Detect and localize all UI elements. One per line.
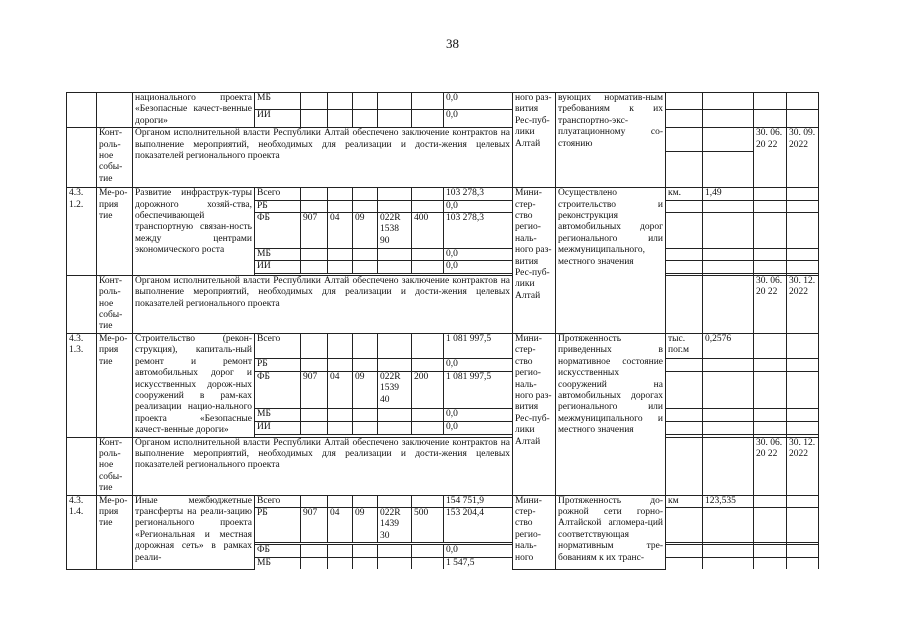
table-cell (703, 109, 754, 127)
table-cell: 1 547,5 (444, 557, 513, 569)
table-cell (787, 545, 819, 557)
table-cell (787, 358, 819, 371)
table-cell (328, 93, 353, 110)
table-cell (378, 409, 412, 422)
table-cell (328, 545, 353, 557)
table-cell (353, 409, 378, 422)
table-cell: РБ (255, 507, 301, 542)
table-cell (666, 152, 703, 188)
table-cell: Конт-роль-ное собы-тие (97, 128, 133, 188)
table-cell (666, 409, 703, 422)
table-cell (666, 249, 703, 261)
table-cell (328, 109, 353, 127)
table-cell: 022R 1538 90 (378, 213, 412, 249)
table-cell: Всего (255, 188, 301, 200)
table-cell: МБ (255, 409, 301, 422)
table-cell: тыс. пог.м (666, 333, 703, 358)
table-cell: ного раз-вития Рес-пуб-лики Алтай (513, 93, 556, 188)
table-cell: Конт-роль-ное собы-тие (97, 437, 133, 495)
table-cell (703, 152, 754, 188)
table-cell: РБ (255, 358, 301, 371)
table-cell (754, 200, 787, 212)
table-cell (301, 422, 328, 435)
table-row (67, 188, 819, 200)
table-cell: Ме-ро-прия тие (97, 333, 133, 437)
table-cell: 200 (412, 371, 444, 409)
table-cell: 30. 06. 20 22 (754, 128, 787, 188)
table-cell: 0,0 (444, 545, 513, 557)
table-cell (754, 371, 787, 409)
table-cell (301, 358, 328, 371)
table-cell (328, 200, 353, 212)
table-cell: Органом исполнительной власти Республики Алтай обеспечено заключение контрактов на выполнение мероприятий, необходимых для реализации и дости-жения целевых показателей регионального проекта (133, 128, 513, 188)
table-cell: 500 (412, 507, 444, 542)
table-cell: 0,0 (444, 200, 513, 212)
table-cell (787, 557, 819, 569)
table-row (67, 333, 819, 358)
table-cell: ФБ (255, 371, 301, 409)
table-cell: 30. 06. 20 22 (754, 437, 787, 495)
table-cell (787, 495, 819, 507)
table-cell (703, 358, 754, 371)
table-cell: вующих норматив-ным требованиям к их транспортно-экс-плуатационному со-стоянию (556, 93, 666, 188)
table-cell (353, 545, 378, 557)
table-cell (301, 93, 328, 110)
table-cell (703, 200, 754, 212)
table-cell (378, 261, 412, 273)
table-cell (301, 261, 328, 273)
table-cell (754, 213, 787, 249)
table-cell: 30. 12. 2022 (787, 437, 819, 495)
table-row (67, 437, 819, 495)
table-cell (754, 507, 787, 542)
table-cell: Органом исполнительной власти Республики Алтай обеспечено заключение контрактов на выполнение мероприятий, необходимых для реализации и дости-жения целевых показателей регионального проекта (133, 275, 513, 333)
table-cell: 04 (328, 507, 353, 542)
table-cell (353, 495, 378, 507)
table-row (67, 93, 819, 110)
table-cell (703, 128, 754, 152)
table-cell: Развитие инфраструк-туры дорожного хозяй-ства, обеспечивающей транспортную связан-ность между центрами экономического роста (133, 188, 255, 276)
table-cell (703, 507, 754, 542)
table-cell (666, 261, 703, 273)
table-cell (754, 333, 787, 358)
table-cell (67, 275, 97, 333)
table-cell (353, 333, 378, 358)
table-cell: Всего (255, 495, 301, 507)
table-cell (301, 249, 328, 261)
table-cell: км. (666, 188, 703, 200)
table-cell: 0,0 (444, 109, 513, 127)
table-cell: Ме-ро-прия тие (97, 495, 133, 569)
table-cell (666, 545, 703, 557)
table-cell (703, 371, 754, 409)
table-cell: 4.3. 1.3. (67, 333, 97, 437)
table-cell (666, 557, 703, 569)
table-cell (378, 358, 412, 371)
table-cell (328, 409, 353, 422)
table-cell (412, 188, 444, 200)
table-cell: 4.3. 1.2. (67, 188, 97, 276)
table-cell (67, 437, 97, 495)
table-cell (353, 249, 378, 261)
table-cell (703, 422, 754, 435)
table-cell (666, 371, 703, 409)
table-cell (666, 507, 703, 542)
table-row (67, 128, 819, 152)
table-cell (412, 200, 444, 212)
table-cell (412, 409, 444, 422)
table-cell (328, 333, 353, 358)
table-cell (703, 261, 754, 273)
table-cell: 0,0 (444, 422, 513, 435)
table-cell: 0,0 (444, 261, 513, 273)
table-cell (666, 358, 703, 371)
table-cell (301, 200, 328, 212)
table-cell (328, 358, 353, 371)
table-cell: МБ (255, 557, 301, 569)
table-cell: 400 (412, 213, 444, 249)
table-cell: 153 204,4 (444, 507, 513, 542)
table-cell: Иные межбюджетные трансферты на реали-зацию регионального проекта «Региональная и местная дорожная сеть» в рамках реали- (133, 495, 255, 569)
table-cell (754, 188, 787, 200)
table-cell (703, 249, 754, 261)
table-cell (754, 495, 787, 507)
table-cell: Органом исполнительной власти Республики Алтай обеспечено заключение контрактов на выполнение мероприятий, необходимых для реализации и дости-жения целевых показателей регионального проекта (133, 437, 513, 495)
table-cell (754, 422, 787, 435)
table-cell (353, 422, 378, 435)
table-cell (787, 333, 819, 358)
table-cell (378, 249, 412, 261)
table-cell (666, 422, 703, 435)
table-cell (412, 261, 444, 273)
table-cell: 1,49 (703, 188, 754, 200)
table-cell (666, 93, 703, 110)
table-cell (787, 109, 819, 127)
table-cell (301, 545, 328, 557)
table-cell (353, 200, 378, 212)
table-cell (97, 93, 133, 128)
table-row (67, 275, 819, 333)
table-cell: Мини-стер-ство регио-наль-ного раз-вития Рес-пуб-лики Алтай (513, 188, 556, 334)
table-cell (67, 93, 97, 128)
table-cell: 022R 1539 40 (378, 371, 412, 409)
table-cell (703, 275, 754, 333)
table-cell: 907 (301, 507, 328, 542)
table-cell (412, 93, 444, 110)
table-cell (754, 409, 787, 422)
table-cell: Осуществлено строительство и реконструкция автомобильных дорог регионального или межмуниципального, местного значения (556, 188, 666, 334)
table-cell (301, 495, 328, 507)
table-cell (301, 409, 328, 422)
table-cell: 30. 12. 2022 (787, 275, 819, 333)
table-cell: Строительство (рекон-струкция), капиталь-ный ремонт и ремонт автомобильных дорог и искусственных дорож-ных сооружений в рам-ках реализации нацио-нального проекта «Безопасные качест-венные дороги» (133, 333, 255, 437)
table-cell: 1 081 997,5 (444, 333, 513, 358)
table-cell (412, 422, 444, 435)
table-cell: 0,2576 (703, 333, 754, 358)
table-cell: ИИ (255, 261, 301, 273)
table-cell (787, 249, 819, 261)
table-cell (301, 557, 328, 569)
table-cell (666, 128, 703, 152)
table-cell (754, 358, 787, 371)
table-cell (353, 188, 378, 200)
table-cell (412, 109, 444, 127)
table-cell (787, 200, 819, 212)
table-cell (378, 109, 412, 127)
table-cell: ИИ (255, 422, 301, 435)
table-cell (301, 109, 328, 127)
table-cell: Всего (255, 333, 301, 358)
table-cell (787, 188, 819, 200)
table-cell: Протяженность до-рожной сети горно-Алтайской агломера-ций соответствующая нормативным тре-бованиям к их транс- (556, 495, 666, 569)
table-cell (378, 333, 412, 358)
table-cell (328, 557, 353, 569)
table-cell: МБ (255, 93, 301, 110)
table-cell: 09 (353, 371, 378, 409)
table-cell (754, 249, 787, 261)
table-cell (378, 557, 412, 569)
table-cell (301, 188, 328, 200)
table-cell (787, 371, 819, 409)
table-cell (301, 333, 328, 358)
table-cell: ИИ (255, 109, 301, 127)
table-cell: 04 (328, 371, 353, 409)
table-cell: Протяженность приведенных в нормативное состояние искусственных сооружений на автомобильных дорогах регионального или межмуниципального и местного значения (556, 333, 666, 495)
table-cell: 09 (353, 213, 378, 249)
table-cell (754, 557, 787, 569)
table-cell (412, 545, 444, 557)
table-cell (353, 358, 378, 371)
table-cell: ФБ (255, 213, 301, 249)
table-cell (754, 109, 787, 127)
table-cell (787, 507, 819, 542)
budget-table (66, 92, 819, 570)
table-cell: МБ (255, 249, 301, 261)
table-cell (412, 333, 444, 358)
table-cell: 09 (353, 507, 378, 542)
table-cell (666, 213, 703, 249)
table-cell: 0,0 (444, 93, 513, 110)
table-cell (353, 261, 378, 273)
table-cell: 022R 1439 30 (378, 507, 412, 542)
table-cell (353, 557, 378, 569)
table-cell (412, 557, 444, 569)
table-cell: 907 (301, 213, 328, 249)
table-cell: 154 751,9 (444, 495, 513, 507)
table-cell: Мини-стер-ство регио-наль-ного (513, 495, 556, 569)
table-cell: Ме-ро-прия тие (97, 188, 133, 276)
table-cell: 1 081 997,5 (444, 371, 513, 409)
table-cell (754, 545, 787, 557)
table-cell (353, 109, 378, 127)
table-cell (754, 93, 787, 110)
table-cell (412, 495, 444, 507)
table-cell (328, 495, 353, 507)
table-cell (754, 261, 787, 273)
table-cell (378, 93, 412, 110)
table-cell (328, 422, 353, 435)
page-number: 38 (446, 36, 459, 51)
table-cell (412, 358, 444, 371)
table-cell: 0,0 (444, 358, 513, 371)
table-cell (666, 200, 703, 212)
table-cell (378, 200, 412, 212)
table-cell (378, 422, 412, 435)
table-cell: ФБ (255, 545, 301, 557)
table-cell (787, 422, 819, 435)
table-row (67, 495, 819, 507)
table-cell (378, 495, 412, 507)
table-cell (703, 213, 754, 249)
table-cell: км (666, 495, 703, 507)
table-cell: РБ (255, 200, 301, 212)
table-cell (666, 437, 703, 495)
table-cell (787, 261, 819, 273)
table-cell: 907 (301, 371, 328, 409)
table-cell: 04 (328, 213, 353, 249)
table-cell (666, 109, 703, 127)
table-cell (378, 188, 412, 200)
table-cell (703, 93, 754, 110)
table-cell (787, 409, 819, 422)
table-cell: 30. 09. 2022 (787, 128, 819, 188)
table-cell (328, 261, 353, 273)
table-cell (787, 213, 819, 249)
table-cell (412, 249, 444, 261)
table-cell: 103 278,3 (444, 188, 513, 200)
table-cell (703, 437, 754, 495)
table-cell (787, 93, 819, 110)
table-cell: 0,0 (444, 409, 513, 422)
table-cell: 4.3. 1.4. (67, 495, 97, 569)
table-cell: 30. 06. 20 22 (754, 275, 787, 333)
table-cell: Конт-роль-ное собы-тие (97, 275, 133, 333)
table-cell: 103 278,3 (444, 213, 513, 249)
table-cell (703, 409, 754, 422)
table-cell (328, 188, 353, 200)
table-cell (666, 275, 703, 333)
table-cell (353, 93, 378, 110)
table-cell: 0,0 (444, 249, 513, 261)
table-cell (703, 545, 754, 557)
table-cell (67, 128, 97, 188)
table-cell: национального проекта «Безопасные качест-венные дороги» (133, 93, 255, 128)
table-cell: Мини-стер-ство регио-наль-ного раз-вития Рес-пуб-лики Алтай (513, 333, 556, 495)
table-cell (378, 545, 412, 557)
table-cell: 123,535 (703, 495, 754, 507)
table-cell (703, 557, 754, 569)
table-cell (328, 249, 353, 261)
